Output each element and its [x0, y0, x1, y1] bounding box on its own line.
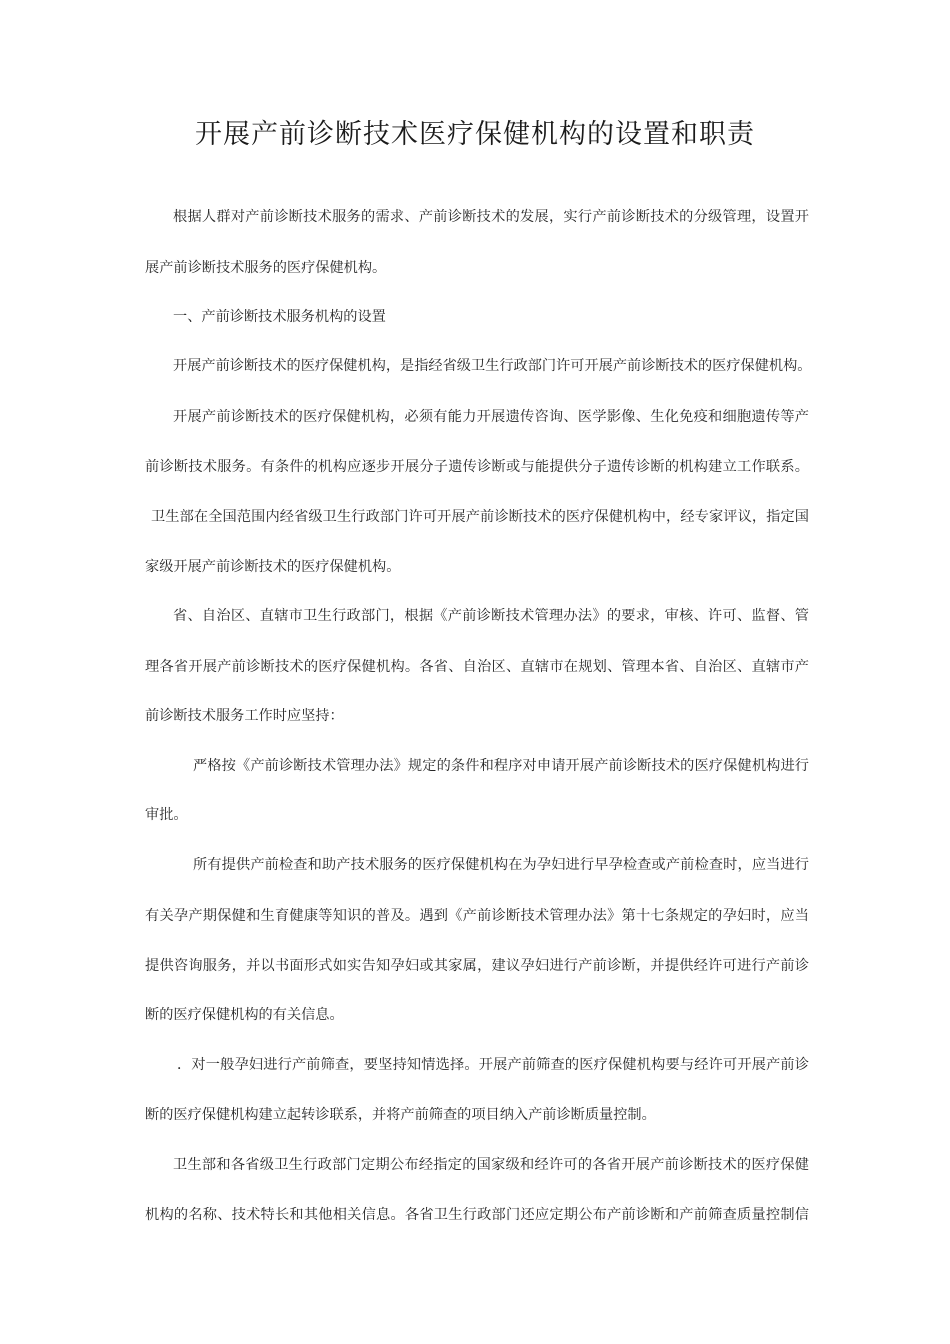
paragraph-line: 提供咨询服务，并以书面形式如实告知孕妇或其家属，建议孕妇进行产前诊断，并提供经许可进行产前诊 — [145, 958, 809, 974]
paragraph-line: 开展产前诊断技术的医疗保健机构，是指经省级卫生行政部门许可开展产前诊断技术的医疗保健机构。 — [173, 358, 812, 374]
paragraph-line: 断的医疗保健机构建立起转诊联系，并将产前筛查的项目纳入产前诊断质量控制。 — [145, 1107, 656, 1123]
document-title: 开展产前诊断技术医疗保健机构的设置和职责 — [195, 119, 755, 150]
paragraph-line: 卫生部和各省级卫生行政部门定期公布经指定的国家级和经许可的各省开展产前诊断技术的医疗保健 — [173, 1157, 809, 1173]
section-heading: 一、产前诊断技术服务机构的设置 — [173, 309, 386, 325]
paragraph-line: 断的医疗保健机构的有关信息。 — [145, 1007, 344, 1023]
paragraph-line: 有关孕产期保健和生育健康等知识的普及。遇到《产前诊断技术管理办法》第十七条规定的孕妇时，应当 — [145, 908, 809, 924]
paragraph-line: ．对一般孕妇进行产前筛查，要坚持知情选择。开展产前筛查的医疗保健机构要与经许可开展产前诊 — [177, 1057, 809, 1073]
paragraph-line: 审批。 — [145, 807, 188, 823]
paragraph-line: 卫生部在全国范围内经省级卫生行政部门许可开展产前诊断技术的医疗保健机构中，经专家评议，指定国 — [151, 509, 809, 525]
paragraph-line: 根据人群对产前诊断技术服务的需求、产前诊断技术的发展，实行产前诊断技术的分级管理，设置开 — [173, 209, 809, 225]
paragraph-line: 前诊断技术服务工作时应坚持： — [145, 708, 344, 724]
paragraph-line: 前诊断技术服务。有条件的机构应逐步开展分子遗传诊断或与能提供分子遗传诊断的机构建立工作联系。 — [145, 459, 809, 475]
paragraph-line: 理各省开展产前诊断技术的医疗保健机构。各省、自治区、直辖市在规划、管理本省、自治区、直辖市产 — [145, 659, 809, 675]
paragraph-line: 家级开展产前诊断技术的医疗保健机构。 — [145, 559, 401, 575]
paragraph-line: 严格按《产前诊断技术管理办法》规定的条件和程序对申请开展产前诊断技术的医疗保健机构进行 — [193, 758, 809, 774]
paragraph-line: 所有提供产前检查和助产技术服务的医疗保健机构在为孕妇进行早孕检查或产前检查时，应当进行 — [193, 857, 809, 873]
paragraph-line: 省、自治区、直辖市卫生行政部门，根据《产前诊断技术管理办法》的要求，审核、许可、监督、管 — [173, 608, 809, 624]
paragraph-line: 机构的名称、技术特长和其他相关信息。各省卫生行政部门还应定期公布产前诊断和产前筛查质量控制信 — [145, 1207, 809, 1223]
paragraph-line: 展产前诊断技术服务的医疗保健机构。 — [145, 260, 387, 276]
paragraph-line: 开展产前诊断技术的医疗保健机构，必须有能力开展遗传咨询、医学影像、生化免疫和细胞遗传等产 — [173, 409, 809, 425]
